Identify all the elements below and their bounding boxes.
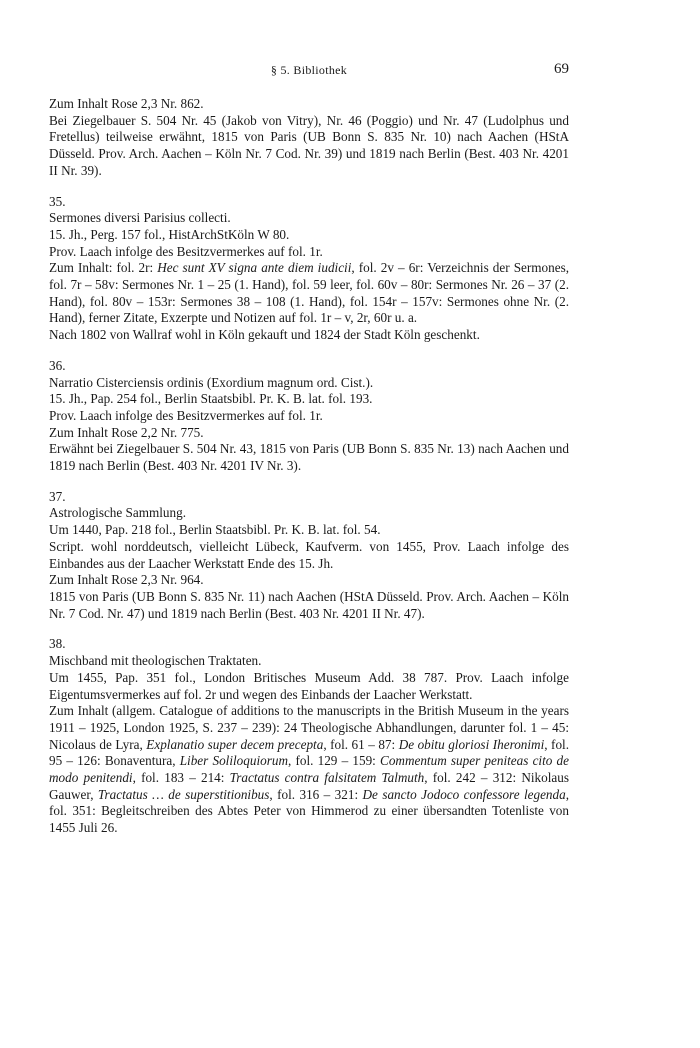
entry-history: Nach 1802 von Wallraf wohl in Köln gekauft und 1824 der Stadt Köln geschenkt. xyxy=(49,327,480,343)
entry-shelfmark: Um 1440, Pap. 218 fol., Berlin Staatsbibl. Pr. K. B. lat. fol. 54. xyxy=(49,522,381,538)
provenance-paragraph: Bei Ziegelbauer S. 504 Nr. 45 (Jakob von Vitry), Nr. 46 (Poggio) und Nr. 47 (Ludolphus und Fretellus) teilweise erwähnt, 1815 von Paris (UB Bonn S. 835 Nr. 10) nach Aachen (HStA Düsseld. Prov. Arch. Aachen – Köln Nr. 7 Cod. Nr. 39) und 1819 nach Berlin (Best. 403 Nr. 4201 II Nr. 39). xyxy=(49,112,569,178)
entry-contents: Zum Inhalt Rose 2,2 Nr. 775. xyxy=(49,424,204,440)
work-title: De obitu gloriosi Iheronimi xyxy=(398,736,545,752)
entry-title: Sermones diversi Parisius collecti. xyxy=(49,210,231,226)
entry-number: 37. xyxy=(49,488,66,504)
entry-title: Astrologische Sammlung. xyxy=(49,505,186,521)
entry-number: 35. xyxy=(49,193,66,209)
text-run: , fol. 351: Begleitschreiben des Abtes Peter von Himmerod zu einer übersandten Totenliste von 1455 Juli 26. xyxy=(49,786,569,836)
page-header xyxy=(49,61,569,81)
entry-provenance: Prov. Laach infolge des Besitzvermerkes auf fol. 1r. xyxy=(49,407,323,423)
entry-script-provenance: Script. wohl norddeutsch, vielleicht Lübeck, Kaufverm. von 1455, Prov. Laach infolge des Einbandes aus der Laacher Werkstatt Ende des 15. Jh. xyxy=(49,538,569,571)
entry-history: 1815 von Paris (UB Bonn S. 835 Nr. 11) nach Aachen (HStA Düsseld. Prov. Arch. Aachen – Köln Nr. 7 Cod. Nr. 47) und 1819 nach Berlin (Best. 403 Nr. 4201 II Nr. 47). xyxy=(49,588,569,621)
text-run: Zum Inhalt (allgem. Catalogue of additions to the manuscripts in the British Museum in the years 1911 – 1925, London 1925, S. 237 – 239): 24 Theologische Abhandlungen, darunter fol. 1 – 45: Nicolaus de Lyra, xyxy=(49,703,569,752)
entry-35 xyxy=(49,194,569,344)
work-title: Explanatio super decem precepta xyxy=(146,736,324,752)
entry-contents xyxy=(49,260,569,327)
entry-shelfmark: 15. Jh., Perg. 157 fol., HistArchStKöln W 80. xyxy=(49,226,290,242)
page-body xyxy=(49,96,569,851)
content-note: Zum Inhalt Rose 2,3 Nr. 862. xyxy=(49,96,204,111)
entry-34-continuation xyxy=(49,96,569,180)
entry-title: Narratio Cisterciensis ordinis (Exordium magnum ord. Cist.). xyxy=(49,374,374,390)
entry-37 xyxy=(49,489,569,623)
running-title: § 5. Bibliothek xyxy=(270,63,348,77)
entry-title: Mischband mit theologischen Traktaten. xyxy=(49,653,262,669)
page-number: 69 xyxy=(554,61,569,77)
entry-contents xyxy=(49,703,569,837)
entry-provenance: Prov. Laach infolge des Besitzvermerkes auf fol. 1r. xyxy=(49,243,323,259)
work-title: De sancto Jodoco confessore legenda xyxy=(362,786,566,802)
work-title: Tractatus … de superstitionibus xyxy=(97,786,270,802)
work-title: Hec sunt XV signa ante diem iudicii xyxy=(157,260,352,276)
text-run: , fol. 95 – 126: Bonaventura, xyxy=(49,736,569,769)
text-run: , fol. 129 – 159: xyxy=(287,753,381,769)
entry-contents: Zum Inhalt Rose 2,3 Nr. 964. xyxy=(49,572,204,588)
work-title: Commentum super peniteas cito de modo penitendi xyxy=(49,753,569,786)
text-run: , fol. 316 – 321: xyxy=(269,786,363,802)
entry-38 xyxy=(49,636,569,836)
entry-history: Erwähnt bei Ziegelbauer S. 504 Nr. 43, 1815 von Paris (UB Bonn S. 835 Nr. 13) nach Aachen und 1819 nach Berlin (Best. 403 Nr. 4201 IV Nr. 3). xyxy=(49,441,569,474)
text-run: Zum Inhalt: fol. 2r: xyxy=(49,260,158,276)
entry-36 xyxy=(49,358,569,475)
entry-shelfmark: 15. Jh., Pap. 254 fol., Berlin Staatsbibl. Pr. K. B. lat. fol. 193. xyxy=(49,391,373,407)
entry-number: 36. xyxy=(49,357,66,373)
work-title: Liber Soliloquiorum xyxy=(179,753,288,769)
work-title: Tractatus contra falsitatem Talmuth xyxy=(229,770,425,786)
entry-shelfmark-provenance: Um 1455, Pap. 351 fol., London Britisches Museum Add. 38 787. Prov. Laach infolge Eigentumsvermerkes auf fol. 2r und wegen des Einbands der Laacher Werkstatt. xyxy=(49,669,569,702)
entry-number: 38. xyxy=(49,636,66,652)
text-run: , fol. 61 – 87: xyxy=(323,736,399,752)
text-run: , fol. 2v – 6r: Verzeichnis der Sermones, fol. 7r – 58v: Sermones Nr. 1 – 25 (1. Hand), fol. 59 leer, fol. 60v – 80r: Sermones Nr. 26 – 37 (2. Hand), fol. 80v – 153r: Sermones 38 – 108 (1. Hand), fol. 154r – 157v: Sermones ohne Nr. (2. Hand), ferner Zitate, Exzerpte und Notizen auf fol. 1r – v, 2r, 60r u. a. xyxy=(49,260,570,326)
text-run: , fol. 242 – 312: Nikolaus Gauwer, xyxy=(49,770,569,802)
text-run: , fol. 183 – 214: xyxy=(132,770,230,786)
